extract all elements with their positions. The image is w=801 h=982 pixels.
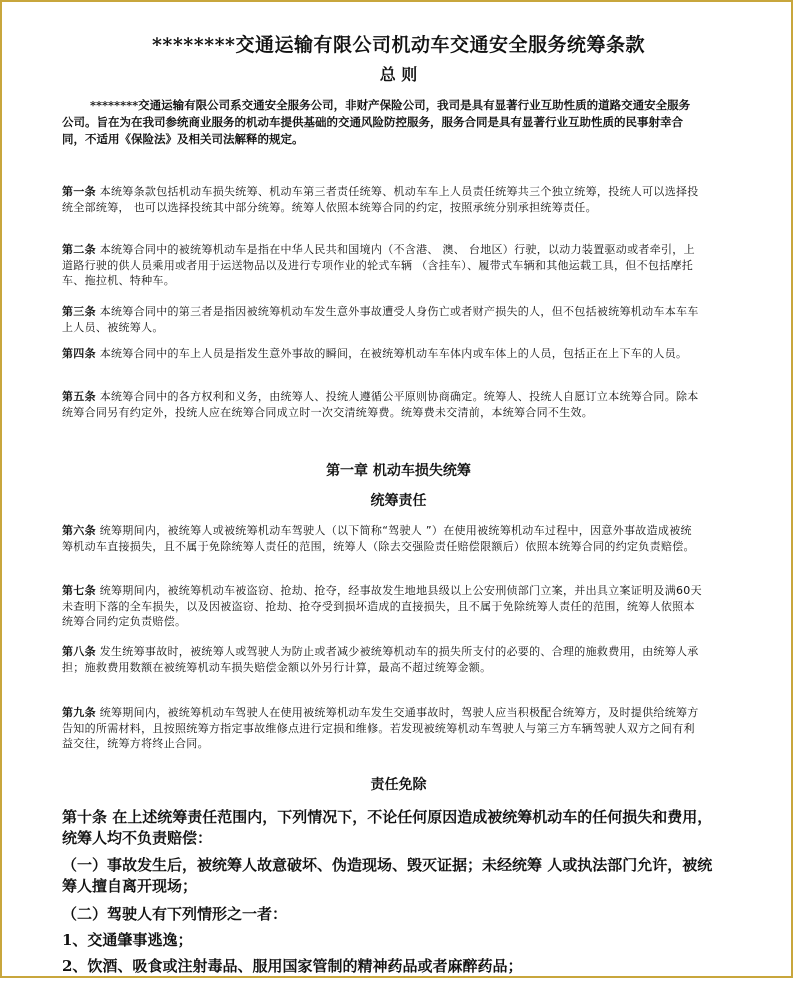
article-7 bbox=[62, 583, 702, 630]
article-2 bbox=[62, 242, 702, 289]
exemption-item-2: （二）驾驶人有下列情形之一者： bbox=[62, 905, 288, 923]
exemption-section-heading: 责任免除 bbox=[370, 777, 427, 793]
exemption-item-1: （一）事故发生后，被统筹人故意破坏、伪造现场、毁灭证据；未经统筹 人或执法部门允许，被统筹人擅自离开现场； bbox=[62, 856, 713, 895]
article-8 bbox=[62, 644, 702, 675]
article-text: 本统筹合同中的各方权利和义务，由统筹人、投统人遵循公平原则协商确定。统筹人、投统人自愿订立本统筹合同。除本统筹合同另有约定外，投统人应在统筹合同成立时一次交清统筹费。统筹费未交清前，本统筹合同不生效。 bbox=[62, 390, 699, 419]
article-label: 第五条 bbox=[62, 390, 96, 403]
article-text: 在上述统筹责任范围内，下列情况下，不论任何原因造成被统筹机动车的任何损失和费用，统筹人均不负责赔偿： bbox=[62, 808, 713, 847]
exemption-subitem-1: 1、交通肇事逃逸； bbox=[62, 931, 193, 949]
article-label: 第四条 bbox=[62, 347, 96, 360]
article-text: 本统筹条款包括机动车损失统筹、机动车第三者责任统筹、机动车车上人员责任统筹共三个独立统筹，投统人可以选择投统全部统筹， 也可以选择投统其中部分统筹。统筹人依照本统筹合同的约定，按照承统分别承担统筹责任。 bbox=[62, 185, 699, 214]
article-9 bbox=[62, 705, 702, 752]
article-label: 第一条 bbox=[62, 185, 96, 198]
article-text: 统筹期间内，被统筹机动车被盗窃、抢劫、抢夺，经事故发生地地县级以上公安刑侦部门立案，并出具立案证明及满60天未查明下落的全车损失，以及因被盗窃、抢劫、抢夺受到损坏造成的直接损失，且不属于免除统筹人责任的范围，统筹人依照本统筹合同约定负责赔偿。 bbox=[62, 584, 702, 628]
article-5 bbox=[62, 389, 702, 420]
article-10 bbox=[62, 807, 722, 849]
article-1 bbox=[62, 184, 702, 215]
article-label: 第七条 bbox=[62, 584, 96, 597]
article-text: 发生统筹事故时，被统筹人或驾驶人为防止或者减少被统筹机动车的损失所支付的必要的、合理的施救费用，由统筹人承担；施救费用数额在被统筹机动车损失赔偿金额以外另行计算，最高不超过统筹金额。 bbox=[62, 645, 699, 674]
chapter-1-title: 第一章 机动车损失统筹 bbox=[326, 463, 471, 479]
article-text: 本统筹合同中的车上人员是指发生意外事故的瞬间，在被统筹机动车车体内或车体上的人员，包括正在上下车的人员。 bbox=[99, 347, 688, 360]
preamble-paragraph: ********交通运输有限公司系交通安全服务公司，非财产保险公司，我司是具有显著行业互助性质的道路交通安全服务公司。旨在为在我司参统商业服务的机动车提供基础的交通风险防控服务，服务合同是具有显著行业互助性质的民事射幸合同，不适用《保险法》及相关司法解释的规定。 bbox=[62, 98, 691, 146]
exemption-subitem-2: 2、饮酒、吸食或注射毒品、服用国家管制的精神药品或者麻醉药品； bbox=[62, 957, 523, 975]
article-label: 第九条 bbox=[62, 706, 96, 719]
article-6 bbox=[62, 523, 702, 554]
article-text: 本统筹合同中的第三者是指因被统筹机动车发生意外事故遭受人身伤亡或者财产损失的人，但不包括被统筹机动车本车车上人员、被统筹人。 bbox=[62, 305, 699, 334]
article-label: 第十条 bbox=[62, 808, 108, 826]
article-label: 第八条 bbox=[62, 645, 96, 658]
article-text: 本统筹合同中的被统筹机动车是指在中华人民共和国境内（不含港、 澳、 台地区）行驶，以动力装置驱动或者牵引，上道路行驶的供人员乘用或者用于运送物品以及进行专项作业的轮式车辆 （含挂车）、履带式车辆和其他运载工具，但不包括摩托车、拖拉机、特种车。 bbox=[62, 243, 695, 287]
article-label: 第六条 bbox=[62, 524, 96, 537]
liability-section-heading: 统筹责任 bbox=[370, 493, 427, 509]
article-4 bbox=[62, 346, 702, 362]
article-text: 统筹期间内，被统筹机动车驾驶人在使用被统筹机动车发生交通事故时，驾驶人应当积极配合统筹方，及时提供给统筹方告知的所需材料，且按照统筹方指定事故维修点进行定损和维修。若发现被统筹机动车驾驶人与第三方车辆驾驶人双方之间有利益交往，统筹方将终止合同。 bbox=[62, 706, 699, 750]
general-provisions-heading: 总 则 bbox=[379, 65, 418, 84]
article-text: 统筹期间内，被统筹人或被统筹机动车驾驶人（以下简称“驾驶人 ”）在使用被统筹机动车过程中，因意外事故造成被统筹机动车直接损失，且不属于免除统筹人责任的范围，统筹人（除去交强险责任赔偿限额后）依照本统筹合同的约定负责赔偿。 bbox=[62, 524, 695, 553]
article-label: 第二条 bbox=[62, 243, 96, 256]
article-label: 第三条 bbox=[62, 305, 96, 318]
article-3 bbox=[62, 304, 702, 335]
document-title: ********交通运输有限公司机动车交通安全服务统筹条款 bbox=[152, 34, 645, 56]
